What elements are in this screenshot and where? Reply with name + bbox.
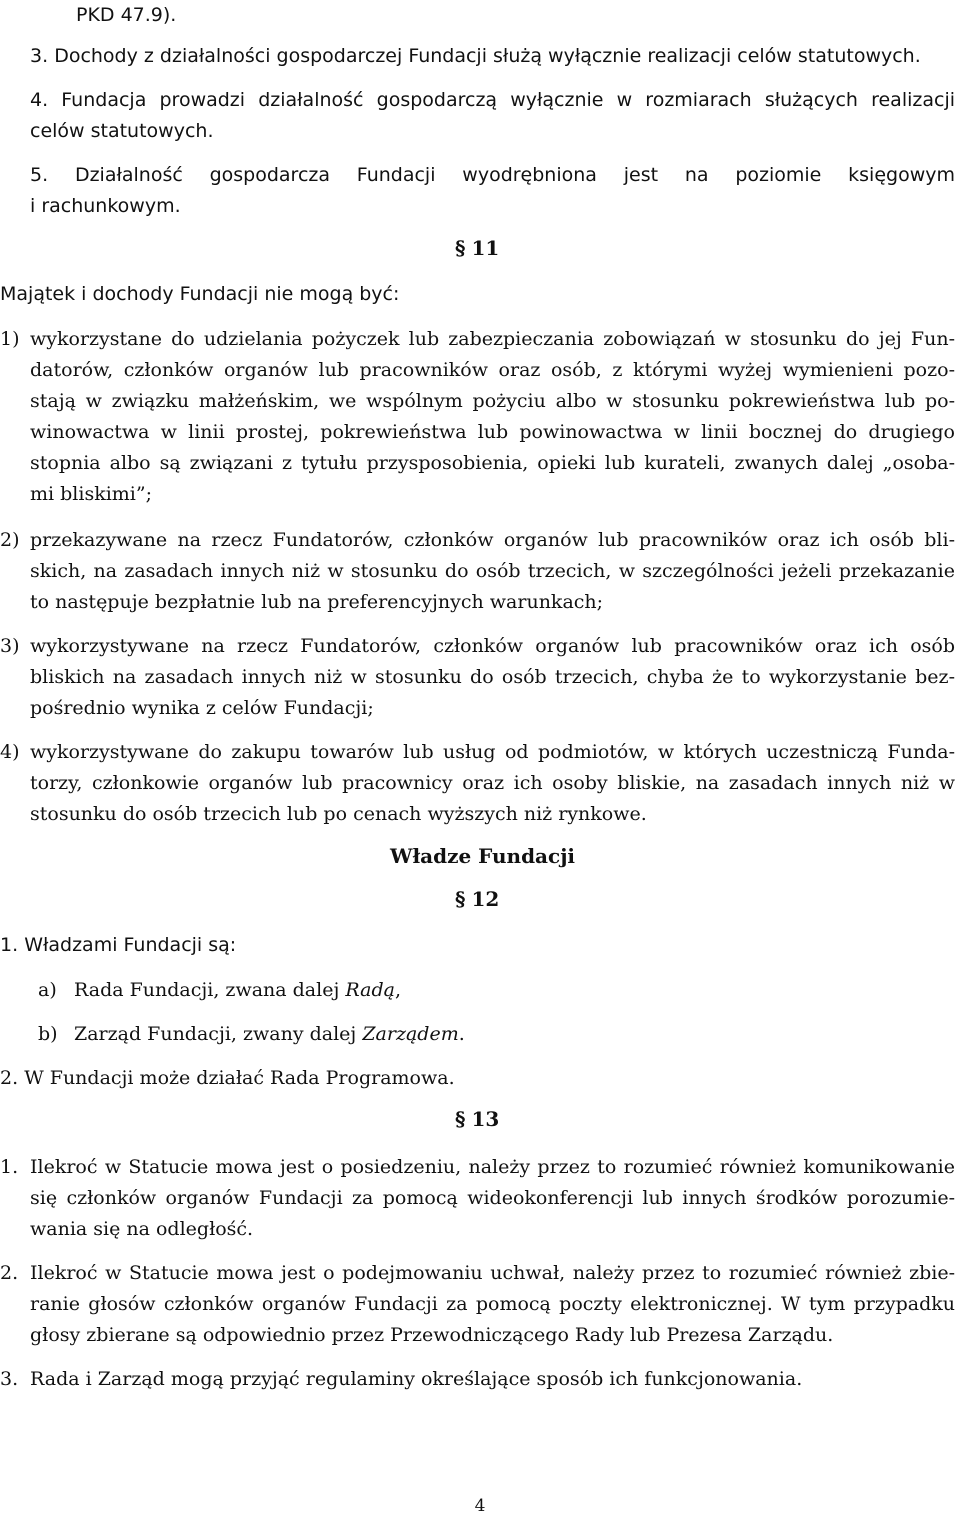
list-item-3 — [30, 41, 955, 72]
list-number: 1) — [0, 328, 20, 350]
list-tail: . — [458, 1023, 465, 1045]
section-12-item-2 — [0, 1063, 925, 1094]
section-sign: § — [455, 236, 466, 260]
list-text: to następuje bezpłatnie lub na preferencyjnych warunkach; — [30, 591, 604, 613]
list-item-line — [0, 525, 955, 556]
list-item-line — [0, 1152, 955, 1183]
section-number: 11 — [471, 236, 500, 260]
list-item-line — [30, 355, 955, 386]
list-text: wykorzystane do udzielania pożyczek lub zabezpieczania zobowiązań w stosunku do jej Fun- — [30, 328, 955, 350]
list-item-line — [30, 479, 955, 510]
list-text: Rada Fundacji, zwana dalej — [74, 979, 346, 1001]
list-text: głosy zbierane są odpowiednio przez Przewodniczącego Rady lub Prezesa Zarządu. — [30, 1324, 834, 1346]
list-item-line — [30, 1320, 955, 1351]
list-item-line — [30, 417, 955, 448]
list-text: Działalność gospodarcza Fundacji wyodrębniona jest na poziomie księgowym — [74, 164, 955, 186]
list-item-line — [0, 631, 955, 662]
list-item-line — [30, 799, 955, 830]
list-text: stopnia albo są związani z tytułu przysposobienia, opieki lub kurateli, zwanych dalej „osoba- — [30, 452, 955, 474]
list-number: 4. — [30, 89, 49, 111]
list-number: 2. — [0, 1067, 19, 1089]
list-letter: a) — [38, 979, 57, 1001]
list-text: stosunku do osób trzecich lub po cenach wyższych niż rynkowe. — [30, 803, 647, 825]
list-text: wykorzystywane do zakupu towarów lub usług od podmiotów, w których uczestniczą Funda- — [30, 741, 955, 763]
list-text: skich, na zasadach innych niż w stosunku do osób trzecich, w szczególności jeżeli przekazanie — [30, 560, 955, 582]
list-text: Dochody z działalności gospodarczej Fundacji służą wyłącznie realizacji celów statutowych. — [54, 45, 921, 67]
section-sign: § — [455, 1107, 466, 1131]
list-text: wykorzystywane na rzecz Fundatorów, członków organów lub pracowników oraz ich osób — [30, 635, 955, 657]
list-item-line — [0, 737, 955, 768]
list-text: datorów, członków organów lub pracowników oraz osób, z którymi wyżej wymienieni pozo- — [30, 359, 955, 381]
list-number: 3. — [30, 45, 49, 67]
list-item-5-line2: i rachunkowym. — [30, 195, 181, 217]
list-number: 2. — [0, 1262, 19, 1284]
list-item-line — [30, 693, 955, 724]
section-sign: § — [455, 887, 466, 911]
list-item-line — [30, 448, 955, 479]
list-item-line — [0, 1258, 955, 1289]
list-tail: , — [394, 979, 401, 1001]
list-number: 1. — [0, 1156, 19, 1178]
list-text: Fundacja prowadzi działalność gospodarczą wyłącznie w rozmiarach służących realizacji — [61, 89, 955, 111]
list-item-4-line1 — [30, 85, 955, 116]
section-11-heading — [455, 236, 499, 260]
list-emphasis: Zarządem — [362, 1023, 459, 1045]
chapter-heading: Władze Fundacji — [390, 844, 576, 868]
list-text: Ilekroć w Statucie mowa jest o podejmowaniu uchwał, należy przez to rozumieć również zbie- — [30, 1262, 955, 1284]
list-text: wania się na odległość. — [30, 1218, 254, 1240]
section-12-item-a — [38, 975, 960, 1006]
list-text: przekazywane na rzecz Fundatorów, członków organów lub pracowników oraz ich osób bli- — [30, 529, 955, 551]
page-number: 4 — [474, 1496, 486, 1516]
list-text: W Fundacji może działać Rada Programowa. — [24, 1067, 455, 1089]
list-text: Władzami Fundacji są: — [24, 934, 237, 956]
continuation-line: PKD 47.9). — [76, 4, 177, 26]
section-13-heading — [455, 1107, 499, 1131]
list-number: 4) — [0, 741, 20, 763]
section-11-intro: Majątek i dochody Fundacji nie mogą być: — [0, 283, 400, 305]
list-item-line — [30, 1183, 955, 1214]
list-item-5-line1 — [30, 160, 955, 191]
list-text: Ilekroć w Statucie mowa jest o posiedzeniu, należy przez to rozumieć również komunikowanie — [30, 1156, 955, 1178]
list-item-line — [30, 768, 955, 799]
list-text: stają w związku małżeńskim, we wspólnym pożyciu albo w stosunku pokrewieństwa lub po- — [30, 390, 955, 412]
list-text: mi bliskimi”; — [30, 483, 152, 505]
section-12-heading — [455, 887, 499, 911]
list-item-line — [30, 386, 955, 417]
section-number: 12 — [471, 887, 500, 911]
list-text: się członków organów Fundacji za pomocą wideokonferencji lub innych środków porozumie- — [30, 1187, 955, 1209]
list-item-line — [30, 556, 955, 587]
list-text: pośrednio wynika z celów Fundacji; — [30, 697, 374, 719]
section-12-item-1 — [0, 930, 925, 961]
list-number: 2) — [0, 529, 20, 551]
section-number: 13 — [471, 1107, 500, 1131]
list-emphasis: Radą — [345, 979, 395, 1001]
list-text: Zarząd Fundacji, zwany dalej — [74, 1023, 363, 1045]
list-item-line — [0, 324, 955, 355]
list-text: bliskich na zasadach innych niż w stosunku do osób trzecich, chyba że to wykorzystanie bez- — [30, 666, 955, 688]
section-12-item-b — [38, 1019, 960, 1050]
list-text: torzy, członkowie organów lub pracownicy oraz ich osoby bliskie, na zasadach innych niż w — [30, 772, 955, 794]
list-text: Rada i Zarząd mogą przyjąć regulaminy określające sposób ich funkcjonowania. — [30, 1368, 803, 1390]
list-item-line — [30, 662, 955, 693]
list-text: winowactwa w linii prostej, pokrewieństwa lub powinowactwa w linii bocznej do drugiego — [30, 421, 955, 443]
list-item-line — [0, 1364, 955, 1395]
list-number: 5. — [30, 164, 49, 186]
list-item-4-line2: celów statutowych. — [30, 120, 214, 142]
list-number: 1. — [0, 934, 19, 956]
list-item-line — [30, 587, 955, 618]
list-text: ranie głosów członków organów Fundacji za pomocą poczty elektronicznej. W tym przypadku — [30, 1293, 955, 1315]
list-number: 3) — [0, 635, 20, 657]
list-item-line — [30, 1214, 955, 1245]
list-item-line — [30, 1289, 955, 1320]
list-letter: b) — [38, 1023, 58, 1045]
list-number: 3. — [0, 1368, 19, 1390]
